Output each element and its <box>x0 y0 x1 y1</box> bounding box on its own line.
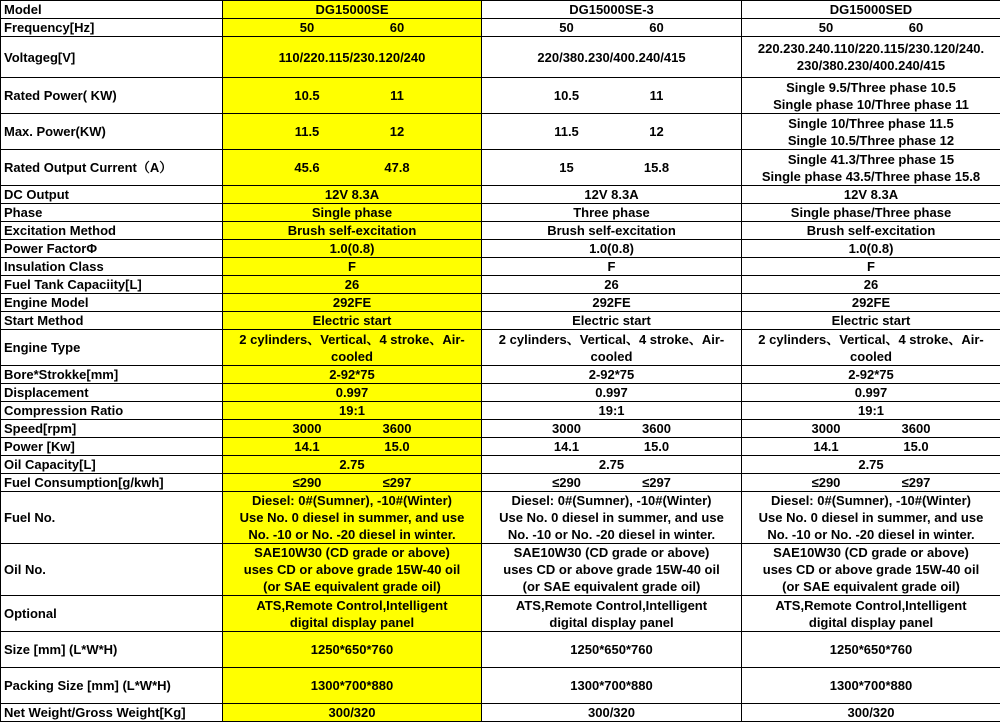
row-label-voltage: Voltageg[V] <box>1 37 223 78</box>
value-50hz: 14.1 <box>294 439 320 454</box>
cell-speed-model-3 <box>742 420 1000 438</box>
cell-line: SAE10W30 (CD grade or above) <box>773 545 969 560</box>
cell-size-model-2: 1250*650*760 <box>482 632 742 668</box>
value-60hz: 12 <box>649 124 664 139</box>
row-label-power-factor: Power FactorΦ <box>1 240 223 258</box>
cell-power-factor-model-3: 1.0(0.8) <box>742 240 1000 258</box>
value-60hz: 12 <box>389 124 405 139</box>
cell-bore-stroke-model-1: 2-92*75 <box>223 366 482 384</box>
row-power-factor <box>1 240 1000 258</box>
value-60hz: 15.0 <box>384 439 410 454</box>
cell-speed-model-2 <box>482 420 742 438</box>
cell-oil-capacity-model-1: 2.75 <box>223 456 482 474</box>
value-pair <box>226 438 478 455</box>
spec-table-body <box>1 1 1000 722</box>
cell-line: 2 cylinders、Vertical、4 stroke、Air- <box>498 331 725 347</box>
cell-excitation-model-2: Brush self-excitation <box>482 222 742 240</box>
row-start-method <box>1 312 1000 330</box>
cell-rated-current-model-1 <box>223 150 482 186</box>
row-label-compression: Compression Ratio <box>1 402 223 420</box>
cell-line: (or SAE equivalent grade oil) <box>522 579 701 594</box>
row-phase <box>1 204 1000 222</box>
model-header-dg15000se: DG15000SE <box>223 1 482 19</box>
value-60hz: 11 <box>390 88 404 103</box>
cell-max-power-model-3 <box>742 114 1000 150</box>
cell-displacement-model-2: 0.997 <box>482 384 742 402</box>
cell-weight-model-2: 300/320 <box>482 704 742 722</box>
cell-rated-power-model-2 <box>482 78 742 114</box>
value-pair <box>485 87 738 104</box>
cell-line: SAE10W30 (CD grade or above) <box>254 545 450 560</box>
row-weight <box>1 704 1000 722</box>
cell-insulation-model-1: F <box>223 258 482 276</box>
cell-line: 230/380.230/400.240/415 <box>796 58 946 73</box>
cell-optional-model-2 <box>482 596 742 632</box>
cell-fuel-tank-model-3: 26 <box>742 276 1000 294</box>
value-50hz: 10.5 <box>294 88 320 103</box>
value-pair <box>226 123 478 140</box>
cell-power-factor-model-1: 1.0(0.8) <box>223 240 482 258</box>
cell-packing-size-model-1: 1300*700*880 <box>223 668 482 704</box>
cell-line: uses CD or above grade 15W-40 oil <box>243 562 461 577</box>
cell-line: digital display panel <box>289 614 415 630</box>
cell-rated-current-model-2 <box>482 150 742 186</box>
cell-oil-no-model-2 <box>482 544 742 596</box>
value-50hz: ≤290 <box>552 475 581 490</box>
value-60hz: ≤297 <box>382 475 412 490</box>
value-pair <box>745 438 997 455</box>
value-pair <box>745 474 997 491</box>
row-label-dc-output: DC Output <box>1 186 223 204</box>
cell-line: (or SAE equivalent grade oil) <box>263 579 441 594</box>
cell-size-model-3: 1250*650*760 <box>742 632 1000 668</box>
cell-fuel-no-model-3 <box>742 492 1000 544</box>
cell-line: uses CD or above grade 15W-40 oil <box>762 562 980 577</box>
row-fuel-consumption <box>1 474 1000 492</box>
cell-oil-capacity-model-3: 2.75 <box>742 456 1000 474</box>
cell-line: Use No. 0 diesel in summer, and use <box>758 510 984 525</box>
cell-start-method-model-1: Electric start <box>223 312 482 330</box>
row-label-oil-capacity: Oil Capacity[L] <box>1 456 223 474</box>
value-60hz: 3600 <box>901 421 931 436</box>
row-label-max-power: Max. Power(KW) <box>1 114 223 150</box>
row-size <box>1 632 1000 668</box>
cell-displacement-model-1: 0.997 <box>223 384 482 402</box>
value-pair <box>485 474 738 491</box>
value-pair <box>226 159 478 176</box>
cell-oil-no-model-1 <box>223 544 482 596</box>
value-60hz: 60 <box>908 20 924 35</box>
cell-voltage-model-3 <box>742 37 1000 78</box>
cell-line: Use No. 0 diesel in summer, and use <box>239 510 465 525</box>
value-pair <box>226 474 478 491</box>
cell-engine-type-model-2 <box>482 330 742 366</box>
cell-start-method-model-3: Electric start <box>742 312 1000 330</box>
cell-rated-current-model-3 <box>742 150 1000 186</box>
row-frequency <box>1 19 1000 37</box>
row-label-bore-stroke: Bore*Strokke[mm] <box>1 366 223 384</box>
value-50hz: 3000 <box>292 421 322 436</box>
cell-line: uses CD or above grade 15W-40 oil <box>503 562 720 577</box>
value-60hz: ≤297 <box>642 475 671 490</box>
cell-frequency-model-2 <box>482 19 742 37</box>
cell-fuel-consumption-model-2 <box>482 474 742 492</box>
cell-line: Diesel: 0#(Sumner), -10#(Winter) <box>771 493 971 508</box>
value-50hz: 45.6 <box>294 160 320 175</box>
cell-line: ATS,Remote Control,Intelligent <box>775 597 967 613</box>
value-50hz: 50 <box>559 20 574 35</box>
cell-line: No. -10 or No. -20 diesel in winter. <box>507 527 716 542</box>
cell-line: 220.230.240.110/220.115/230.120/240. <box>757 41 985 56</box>
value-60hz: 15.0 <box>903 439 929 454</box>
header-row <box>1 1 1000 19</box>
cell-engine-type-model-1 <box>223 330 482 366</box>
cell-frequency-model-1 <box>223 19 482 37</box>
row-label-insulation: Insulation Class <box>1 258 223 276</box>
value-pair <box>226 87 478 104</box>
cell-packing-size-model-3: 1300*700*880 <box>742 668 1000 704</box>
cell-dc-output-model-2: 12V 8.3A <box>482 186 742 204</box>
cell-bore-stroke-model-3: 2-92*75 <box>742 366 1000 384</box>
row-fuel-tank <box>1 276 1000 294</box>
value-60hz: 15.0 <box>643 439 670 454</box>
cell-oil-capacity-model-2: 2.75 <box>482 456 742 474</box>
cell-line: Single 9.5/Three phase 10.5 <box>786 79 956 95</box>
value-60hz: 11 <box>649 88 664 103</box>
row-speed <box>1 420 1000 438</box>
row-oil-no <box>1 544 1000 596</box>
cell-line: ATS,Remote Control,Intelligent <box>515 597 708 613</box>
cell-line: Diesel: 0#(Sumner), -10#(Winter) <box>511 493 712 508</box>
value-pair <box>226 420 478 437</box>
row-label-fuel-no: Fuel No. <box>1 492 223 544</box>
row-insulation <box>1 258 1000 276</box>
value-60hz: 60 <box>649 20 664 35</box>
cell-rated-power-model-1 <box>223 78 482 114</box>
row-label-weight: Net Weight/Gross Weight[Kg] <box>1 704 223 722</box>
cell-voltage-model-2: 220/380.230/400.240/415 <box>482 37 742 78</box>
value-pair <box>745 420 997 437</box>
value-50hz: ≤290 <box>292 475 322 490</box>
cell-line: digital display panel <box>808 614 934 630</box>
value-50hz: 50 <box>299 20 315 35</box>
value-60hz: 15.8 <box>643 160 670 175</box>
cell-phase-model-1: Single phase <box>223 204 482 222</box>
value-60hz: 3600 <box>642 421 671 436</box>
cell-speed-model-1 <box>223 420 482 438</box>
row-label-size: Size [mm] (L*W*H) <box>1 632 223 668</box>
value-50hz: 11.5 <box>294 124 320 139</box>
cell-max-power-model-2 <box>482 114 742 150</box>
cell-rated-power-model-3 <box>742 78 1000 114</box>
cell-line: Single 10/Three phase 11.5 <box>788 115 954 131</box>
cell-power-factor-model-2: 1.0(0.8) <box>482 240 742 258</box>
cell-packing-size-model-2: 1300*700*880 <box>482 668 742 704</box>
row-label-displacement: Displacement <box>1 384 223 402</box>
model-header-dg15000sed: DG15000SED <box>742 1 1000 19</box>
cell-excitation-model-1: Brush self-excitation <box>223 222 482 240</box>
cell-compression-model-3: 19:1 <box>742 402 1000 420</box>
cell-line: Single phase 43.5/Three phase 15.8 <box>761 168 981 184</box>
cell-line: SAE10W30 (CD grade or above) <box>513 545 710 560</box>
value-60hz: 60 <box>389 20 405 35</box>
cell-excitation-model-3: Brush self-excitation <box>742 222 1000 240</box>
row-label-rated-power: Rated Power( KW) <box>1 78 223 114</box>
cell-line: (or SAE equivalent grade oil) <box>782 579 960 594</box>
row-max-power <box>1 114 1000 150</box>
row-label-rated-current: Rated Output Current（A） <box>1 150 223 186</box>
row-label-fuel-consumption: Fuel Consumption[g/kwh] <box>1 474 223 492</box>
row-power-kw <box>1 438 1000 456</box>
cell-optional-model-1 <box>223 596 482 632</box>
value-pair <box>485 420 738 437</box>
row-label-engine-model: Engine Model <box>1 294 223 312</box>
cell-bore-stroke-model-2: 2-92*75 <box>482 366 742 384</box>
value-50hz: 14.1 <box>813 439 839 454</box>
row-rated-current <box>1 150 1000 186</box>
cell-dc-output-model-3: 12V 8.3A <box>742 186 1000 204</box>
value-60hz: 47.8 <box>384 160 410 175</box>
header-label-cell: Model <box>1 1 223 19</box>
row-label-start-method: Start Method <box>1 312 223 330</box>
cell-size-model-1: 1250*650*760 <box>223 632 482 668</box>
cell-oil-no-model-3 <box>742 544 1000 596</box>
row-label-frequency: Frequency[Hz] <box>1 19 223 37</box>
cell-line: digital display panel <box>549 614 674 630</box>
cell-voltage-model-1: 110/220.115/230.120/240 <box>223 37 482 78</box>
cell-power-kw-model-1 <box>223 438 482 456</box>
cell-line: No. -10 or No. -20 diesel in winter. <box>767 527 975 542</box>
cell-fuel-no-model-2 <box>482 492 742 544</box>
cell-compression-model-1: 19:1 <box>223 402 482 420</box>
cell-line: Single phase 10/Three phase 11 <box>773 96 969 112</box>
row-compression <box>1 402 1000 420</box>
value-pair <box>485 19 738 36</box>
row-engine-type <box>1 330 1000 366</box>
cell-engine-model-model-1: 292FE <box>223 294 482 312</box>
row-packing-size <box>1 668 1000 704</box>
row-excitation <box>1 222 1000 240</box>
value-50hz: 3000 <box>811 421 841 436</box>
row-displacement <box>1 384 1000 402</box>
cell-power-kw-model-3 <box>742 438 1000 456</box>
value-pair <box>485 159 738 176</box>
cell-engine-model-model-2: 292FE <box>482 294 742 312</box>
value-50hz: 3000 <box>552 421 581 436</box>
cell-line: cooled <box>590 348 633 364</box>
cell-engine-model-model-3: 292FE <box>742 294 1000 312</box>
row-rated-power <box>1 78 1000 114</box>
cell-fuel-tank-model-2: 26 <box>482 276 742 294</box>
cell-line: Diesel: 0#(Sumner), -10#(Winter) <box>252 493 452 508</box>
value-pair <box>226 19 478 36</box>
value-50hz: 11.5 <box>554 124 579 139</box>
row-bore-stroke <box>1 366 1000 384</box>
cell-line: No. -10 or No. -20 diesel in winter. <box>248 527 456 542</box>
value-50hz: 14.1 <box>553 439 580 454</box>
cell-line: cooled <box>331 348 373 364</box>
row-voltage <box>1 37 1000 78</box>
cell-frequency-model-3 <box>742 19 1000 37</box>
cell-line: ATS,Remote Control,Intelligent <box>256 597 448 613</box>
cell-line: Single 10.5/Three phase 12 <box>787 132 955 148</box>
cell-optional-model-3 <box>742 596 1000 632</box>
value-60hz: ≤297 <box>901 475 931 490</box>
cell-insulation-model-3: F <box>742 258 1000 276</box>
cell-fuel-consumption-model-1 <box>223 474 482 492</box>
row-label-oil-no: Oil No. <box>1 544 223 596</box>
cell-line: cooled <box>850 348 892 364</box>
cell-power-kw-model-2 <box>482 438 742 456</box>
row-label-optional: Optional <box>1 596 223 632</box>
cell-insulation-model-2: F <box>482 258 742 276</box>
cell-start-method-model-2: Electric start <box>482 312 742 330</box>
cell-line: 2 cylinders、Vertical、4 stroke、Air- <box>239 331 465 347</box>
model-header-dg15000se-3: DG15000SE-3 <box>482 1 742 19</box>
cell-weight-model-1: 300/320 <box>223 704 482 722</box>
cell-fuel-consumption-model-3 <box>742 474 1000 492</box>
value-60hz: 3600 <box>382 421 412 436</box>
value-pair <box>485 123 738 140</box>
cell-fuel-tank-model-1: 26 <box>223 276 482 294</box>
value-50hz: 10.5 <box>553 88 580 103</box>
row-fuel-no <box>1 492 1000 544</box>
cell-weight-model-3: 300/320 <box>742 704 1000 722</box>
cell-line: Use No. 0 diesel in summer, and use <box>499 510 724 525</box>
row-label-excitation: Excitation Method <box>1 222 223 240</box>
cell-dc-output-model-1: 12V 8.3A <box>223 186 482 204</box>
row-label-phase: Phase <box>1 204 223 222</box>
value-50hz: 15 <box>559 160 574 175</box>
value-pair <box>745 19 997 36</box>
value-pair <box>485 438 738 455</box>
cell-phase-model-3: Single phase/Three phase <box>742 204 1000 222</box>
cell-displacement-model-3: 0.997 <box>742 384 1000 402</box>
row-oil-capacity <box>1 456 1000 474</box>
cell-phase-model-2: Three phase <box>482 204 742 222</box>
cell-max-power-model-1 <box>223 114 482 150</box>
value-50hz: ≤290 <box>811 475 841 490</box>
row-label-power-kw: Power [Kw] <box>1 438 223 456</box>
row-label-fuel-tank: Fuel Tank Capaciity[L] <box>1 276 223 294</box>
row-dc-output <box>1 186 1000 204</box>
cell-line: Single 41.3/Three phase 15 <box>787 151 955 167</box>
row-engine-model <box>1 294 1000 312</box>
cell-fuel-no-model-1 <box>223 492 482 544</box>
row-label-speed: Speed[rpm] <box>1 420 223 438</box>
row-optional <box>1 596 1000 632</box>
row-label-packing-size: Packing Size [mm] (L*W*H) <box>1 668 223 704</box>
row-label-engine-type: Engine Type <box>1 330 223 366</box>
value-50hz: 50 <box>818 20 834 35</box>
cell-engine-type-model-3 <box>742 330 1000 366</box>
cell-compression-model-2: 19:1 <box>482 402 742 420</box>
cell-line: 2 cylinders、Vertical、4 stroke、Air- <box>758 331 984 347</box>
